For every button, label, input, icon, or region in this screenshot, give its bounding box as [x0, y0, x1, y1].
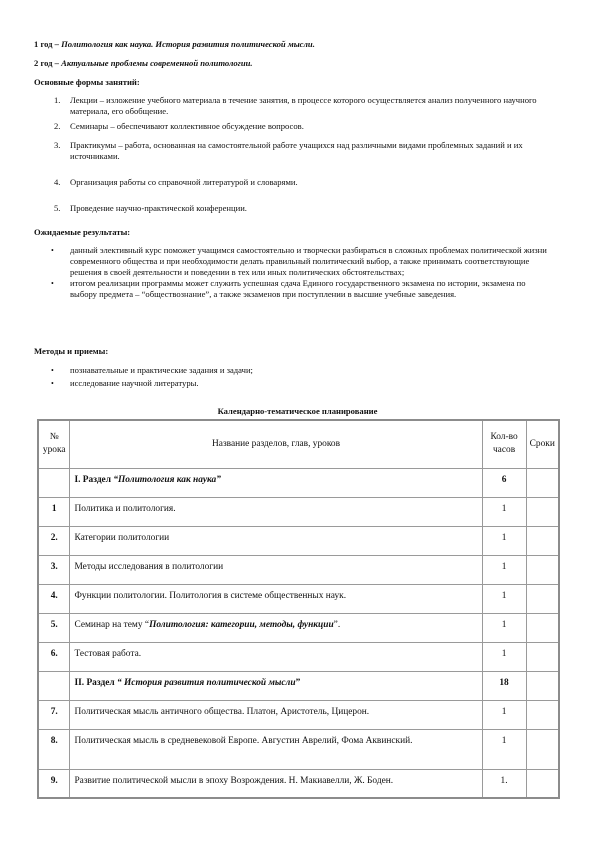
results-list — [34, 245, 549, 300]
header-title: Название разделов, глав, уроков — [70, 420, 482, 468]
header-num: № урока — [38, 420, 70, 468]
planning-table — [37, 419, 560, 799]
table-row: 2. Категории политологии 1 — [38, 526, 559, 555]
year-2-text: Актуальные проблемы современной политологии. — [61, 58, 253, 68]
section-title: I. Раздел “Политология как наука” — [70, 468, 482, 497]
methods-list — [34, 365, 549, 389]
table-row: 9. Развитие политической мысли в эпоху Возрождения. Н. Макиавелли, Ж. Боден. 1. — [38, 769, 559, 798]
header-hours: Кол-во часов — [482, 420, 526, 468]
forms-item: 5. Проведение научно-практической конференции. — [54, 203, 247, 213]
results-heading: Ожидаемые результаты: — [34, 227, 131, 237]
year-2-label: 2 год – — [34, 58, 62, 68]
table-row: 8. Политическая мысль в средневековой Европе. Августин Аврелий, Фома Аквинский. 1 — [38, 729, 559, 769]
table-row: II. Раздел “ История развития политической мысли” 18 — [38, 671, 559, 700]
table-title: Календарно-тематическое планирование — [217, 406, 378, 416]
results-item: • итогом реализации программы может служить успешная сдача Единого государственного экзамена по истории, экзамена по выбору предмета – “обществознание”, а также экзаменов при поступлении в высшие учебные заведения. — [51, 278, 526, 299]
year-1-line — [34, 39, 315, 50]
forms-item: 1. Лекции – изложение учебного материала в течение занятия, в процессе которого осуществляется анализ полученного научного материала, его обобщение. — [54, 95, 537, 116]
forms-item: 3. Практикумы – работа, основанная на самостоятельной работе учащихся над различными видами проблемных заданий и их источниками. — [54, 140, 523, 161]
year-1-text: Политология как наука. История развития политической мысли. — [61, 39, 315, 49]
year-2-line — [34, 58, 253, 69]
forms-item: 4. Организация работы со справочной литературой и словарями. — [54, 177, 298, 187]
year-1-label: 1 год – — [34, 39, 62, 49]
table-row: 6. Тестовая работа. 1 — [38, 642, 559, 671]
table-row: 5. Семинар на тему “Политология: категории, методы, функции”. 1 — [38, 613, 559, 642]
forms-heading: Основные формы занятий: — [34, 77, 140, 87]
methods-item: • исследование научной литературы. — [51, 378, 199, 388]
forms-item: 2. Семинары – обеспечивают коллективное обсуждение вопросов. — [54, 121, 304, 131]
table-row: 3. Методы исследования в политологии 1 — [38, 555, 559, 584]
header-dates: Сроки — [526, 420, 559, 468]
table-row: 7. Политическая мысль античного общества. Платон, Аристотель, Цицерон. 1 — [38, 700, 559, 729]
methods-item: • познавательные и практические задания и задачи; — [51, 365, 253, 375]
section-title: II. Раздел “ История развития политической мысли” — [70, 671, 482, 700]
table-row: 1 Политика и политология. 1 — [38, 497, 559, 526]
table-header-row — [38, 420, 559, 468]
methods-heading: Методы и приемы: — [34, 346, 109, 356]
forms-list — [34, 95, 544, 214]
table-row: 4. Функции политологии. Политология в системе общественных наук. 1 — [38, 584, 559, 613]
results-item: • данный элективный курс поможет учащимся самостоятельно и творчески разбираться в сложных проблемах политической жизни современного общества и при необходимости делать правильный политический выбор, а также принимать соответствующие решения в своей деятельности и поведении в тех или иных политических обстоятельствах; — [51, 245, 547, 277]
table-row: I. Раздел “Политология как наука” 6 — [38, 468, 559, 497]
